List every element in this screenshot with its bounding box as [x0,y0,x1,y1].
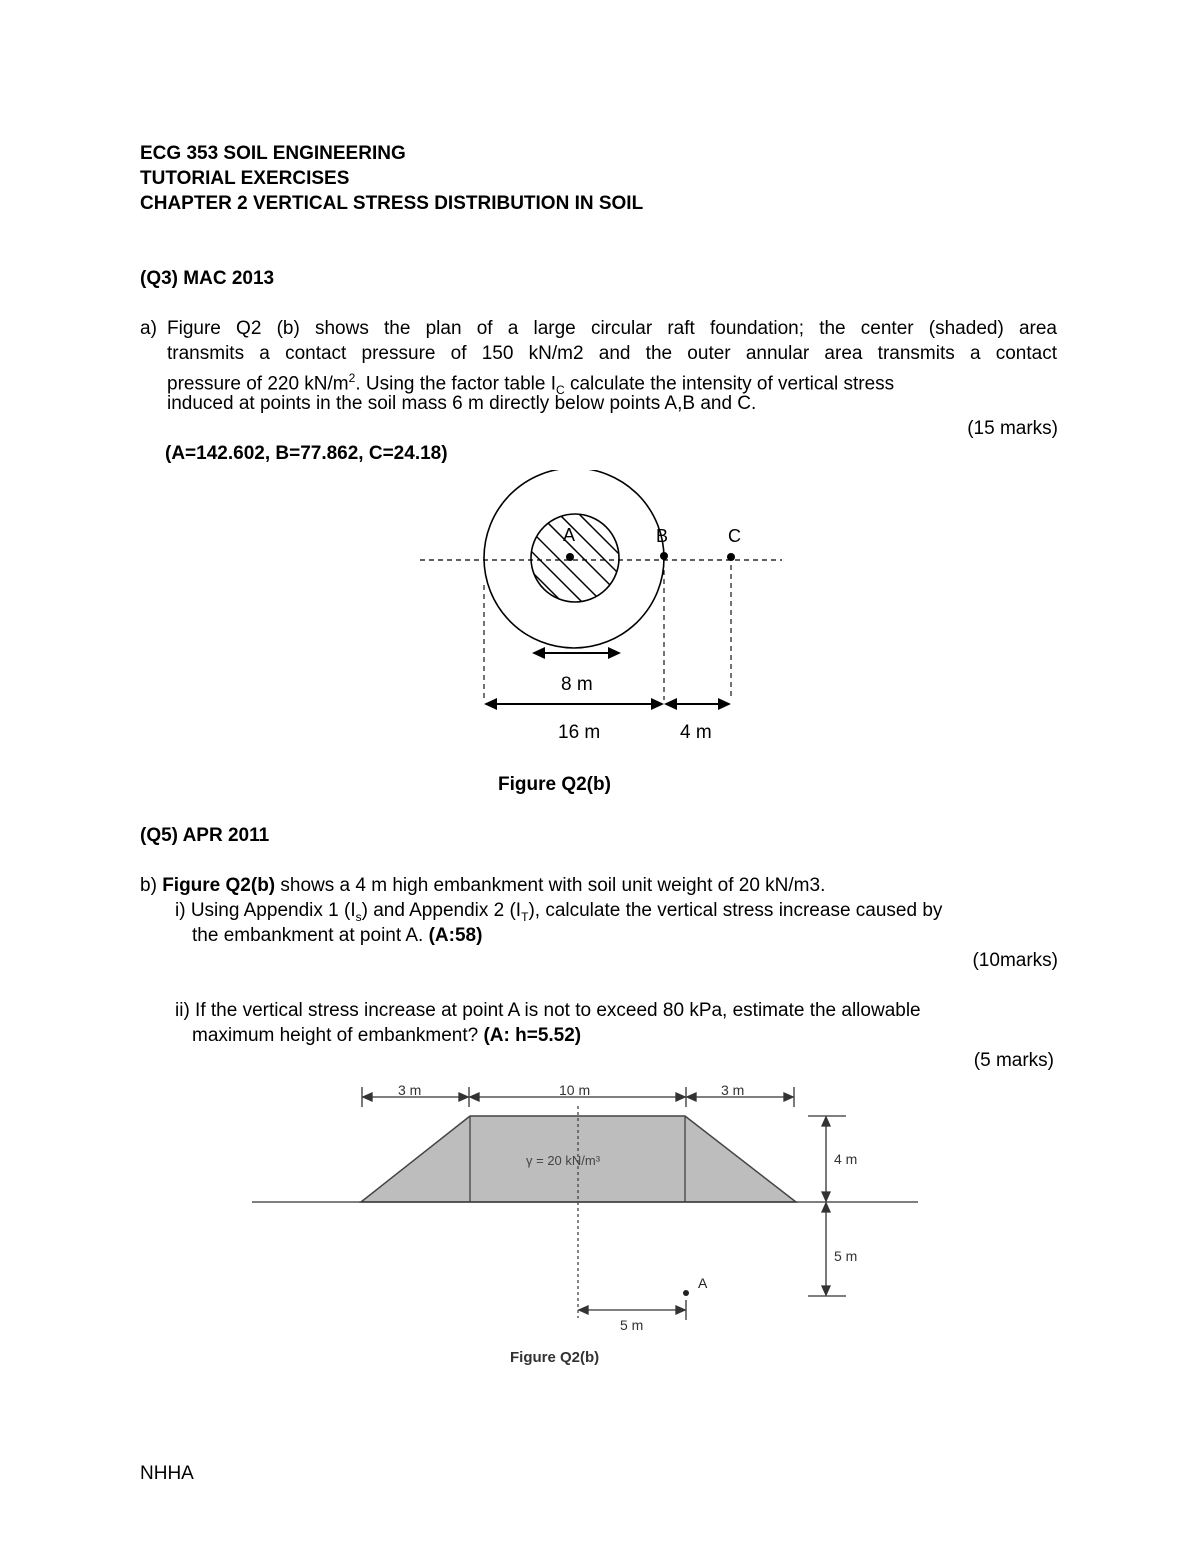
q5-ii-answer: (A: h=5.52) [483,1025,582,1046]
q5-i-answer: (A:58) [428,925,483,946]
dim-height-4m: 4 m [834,1151,858,1167]
q3-a-line4: induced at points in the soil mass 6 m directly below points A,B and C. [167,393,757,414]
course-title: ECG 353 SOIL ENGINEERING [140,143,406,164]
q3-a-line3-part1: pressure of 220 $kN/m^2$. Using the factor table $I_C$ calculate the intensity of vertical stress [167,371,895,398]
dim-left-3m: 3 m [398,1082,422,1098]
dim-depth-5m: 5 m [834,1248,858,1264]
figure1-caption: Figure Q2(b) [498,774,611,795]
footer-initials: NHHA [140,1463,194,1484]
q5-i-line2: the embankment at point A. (A:58) [192,925,483,946]
figure-embankment [0,1075,1200,1375]
dim-8m-label: 8 m [561,674,593,695]
q5-ii-line1: ii) If the vertical stress increase at point A is not to exceed 80 kPa, estimate the allowable [175,1000,921,1021]
tutorial-title: TUTORIAL EXERCISES [140,168,350,189]
dim-4m-label: 4 m [680,722,712,743]
figure-circular-raft [0,470,1200,800]
point-b [660,552,668,560]
label-a-embankment: A [698,1275,708,1291]
q3-marks: (15 marks) [967,418,1058,439]
q5-i-marks: (10marks) [972,950,1058,971]
q5-part-b: b) Figure Q2(b) shows a 4 m high embankment with soil unit weight of 20 kN/m3. [140,875,826,896]
point-c [727,553,735,561]
q5-i-line1: i) Using Appendix 1 $(I_s)$ and Appendix 2 $(I_T)$, calculate the vertical stress increase caused by [175,900,943,924]
q5-ii-marks: (5 marks) [973,1050,1054,1071]
figure2-caption: Figure Q2(b) [510,1349,600,1366]
q3-a-line2: transmits a contact pressure of 150 kN/m2 and the outer annular area transmits a contact [167,343,1057,364]
dim-offset-5m: 5 m [620,1317,644,1333]
label-b: B [656,526,669,546]
dim-top-10m: 10 m [559,1082,591,1098]
q5-heading: (Q5) APR 2011 [140,825,270,846]
inner-shaded-area [505,490,645,615]
point-a-embankment [683,1290,689,1296]
right-dimensions [808,1116,846,1296]
q5-ii-line2: maximum height of embankment? (A: h=5.52) [192,1025,582,1046]
q3-answer: (A=142.602, B=77.862, C=24.18) [165,443,448,464]
label-a: A [563,525,576,545]
chapter-title: CHAPTER 2 VERTICAL STRESS DISTRIBUTION IN SOIL [140,193,644,214]
point-a [566,553,574,561]
q3-a-line1: Figure Q2 (b) shows the plan of a large circular raft foundation; the center (shaded) area [167,318,1057,339]
dim-right-3m: 3 m [721,1082,745,1098]
q3-part-a-prefix: a) [140,318,157,339]
dim-4m-arrow [664,698,731,710]
unit-weight-label: γ = 20 kN/m³ [526,1153,601,1168]
label-c: C [728,526,741,546]
dim-16m-arrow [484,698,664,710]
dim-8m-arrow [532,647,621,659]
q3-heading: (Q3) MAC 2013 [140,268,275,289]
outer-annular-area [484,470,664,648]
q5-figure-ref: Figure Q2(b) [162,875,276,896]
dim-16m-label: 16 m [558,722,601,743]
